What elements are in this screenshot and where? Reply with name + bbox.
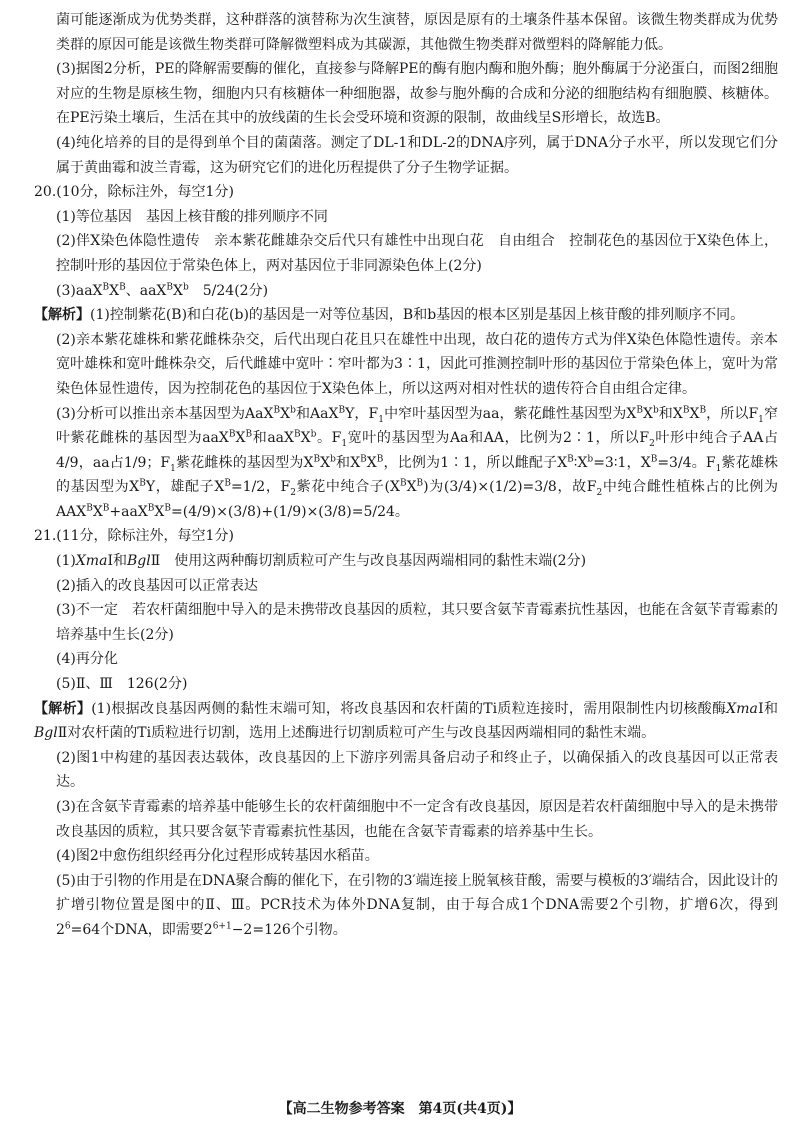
q21-explanation-3: (3)在含氨苄青霉素的培养基中能够生长的农杆菌细胞中不一定含有改良基因，原因是若农杆菌细胞中导入的是未携带改良基因的质粒，其只要含氨苄青霉素抗性基因，也能在含氨苄青霉素的培养基中生长。 [56,799,778,840]
q20-explanation-2: (2)亲本紫花雄株和紫花雌株杂交，后代出现白花且只在雄性中出现，故白花的遗传方式为伴X染色体隐性遗传。亲本宽叶雄株和宽叶雌株杂交，后代雌雄中宽叶∶窄叶都为3∶1，因此可推测控制叶形的基因位于常染色体上，宽叶为常染色体显性遗传，因为控制花色的基因位于X染色体上，所以这两对相对性状的遗传符合自由组合定律。 [56,331,778,397]
jiexi-label: 【解析】 [34,307,90,324]
jiexi-label: 【解析】 [34,700,92,717]
q21-explanation-4: (4)图2中愈伤组织经再分化过程形成转基因水稻苗。 [56,848,379,865]
q21-answer-1: (1)XmaⅠ和BglⅡ 使用这两种酶切割质粒可产生与改良基因两端相同的黏性末端(2分) [56,553,587,570]
page-footer: 【高二生物参考答案 第4页(共4页)】 [278,1101,522,1117]
q20-explanation-1: 【解析】(1)控制紫花(B)和白花(b)的基因是一对等位基因，B和b基因的根本区别是基因上核苷酸的排列顺序不同。 [34,307,745,324]
q20-explanation-3: (3)分析可以推出亲本基因型为$AaX^BX^b$和AaX$^B$Y，$F_1$中窄叶基因型为aa，紫花雌性基因型为$X^BX^b$和$X^BX^B$，所以$F_1$窄叶紫花雌株的基因型为$aaX^BX^B$和$aaX^BX^b$。$F_1$宽叶的基因型为Aa和AA，比例为2∶1，所以$F_2$叶形中纯合子AA占4/9，aa占1/9；$F_1$紫花雌株的基因型为$X^BX^b$和$X^BX^B$，比例为1∶1，所以雌配子$X^B∶X^b=3∶1$，$X^B=3/4$。$F_1$紫花雄株的基因型为$X^BY$，雄配子$X^B=1/2$，$F_2$紫花中纯合子$(X^BX^B)$为(3/4)×(1/2)=3/8，故$F_2$中纯合雌性植株占的比例为$AAX^BX^B+aaX^BX^B=(4/9)\times(3/8)+(1/9)\times(3/8)=5/24$。 [56,404,779,520]
page-content [34,8,778,943]
q19-part3: (3)据图2分析，PE的降解需要酶的催化，直接参与降解PE的酶有胞内酶和胞外酶；胞外酶属于分泌蛋白，而图2细胞对应的生物是原核生物，细胞内只有核糖体一种细胞器，故参与胞外酶的合成和分泌的细胞结构有细胞膜、核糖体。在PE污染土壤后，生活在其中的放线菌的生长会受环境和资源的限制，故曲线呈S形增长，故选B。 [56,61,778,127]
q21-heading: 21.(11分，除标注外，每空1分) [34,528,234,545]
q19-part4: (4)纯化培养的目的是得到单个目的菌菌落。测定了DL-1和DL-2的DNA序列，属于DNA分子水平，所以发现它们分属于黄曲霉和波兰青霉，这为研究它们的进化历程提供了分子生物学证据。 [56,134,778,176]
q20-heading: 20.(10分，除标注外，每空1分) [34,184,234,201]
q20-answer-1: (1)等位基因 基因上核苷酸的排列顺序不同 [56,208,328,225]
q21-answer-3: (3)不一定 若农杆菌细胞中导入的是未携带改良基因的质粒，其只要含氨苄青霉素抗性基因，也能在含氨苄青霉素的培养基中生长(2分) [56,602,778,643]
q21-explanation-1: 【解析】(1)根据改良基因两侧的黏性末端可知，将改良基因和农杆菌的Ti质粒连接时，需用限制性内切核酸酶XmaⅠ和BglⅡ对农杆菌的Ti质粒进行切割，选用上述酶进行切割质粒可产生与改良基因两端相同的黏性末端。 [34,700,778,742]
q20-answer-2: (2)伴X染色体隐性遗传 亲本紫花雌雄杂交后代只有雄性中出现白花 自由组合 控制花色的基因位于X染色体上，控制叶形的基因位于常染色体上，两对基因位于非同源染色体上(2分) [56,233,778,274]
q21-answer-4: (4)再分化 [56,651,118,668]
q21-answer-2: (2)插入的改良基因可以正常表达 [56,577,258,594]
q20-answer-3: $(3)aaX^BX^B$、$aaX^BX^b$ 5/24(2分) [56,281,269,299]
q19-continuation: 菌可能逐渐成为优势类群，这种群落的演替称为次生演替，原因是原有的土壤条件基本保留。该微生物类群成为优势类群的原因可能是该微生物类群可降解微塑料成为其碳源，其他微生物类群对微塑料的降解能力低。 [56,12,778,53]
q21-explanation-2: (2)图1中构建的基因表达载体，改良基因的上下游序列需具备启动子和终止子，以确保插入的改良基因可以正常表达。 [56,749,778,791]
q21-explanation-5: (5)由于引物的作用是在DNA聚合酶的催化下，在引物的3′端连接上脱氧核苷酸，需要与模板的3′端结合，因此设计的扩增引物位置是图中的Ⅱ、Ⅲ。PCR技术为体外DNA复制，由于每合成1个DNA需要2个引物，扩增6次，得到$2^6=64$个DNA，即需要$2^{6+1}-2=126$个引物。 [56,872,778,938]
q21-answer-5: (5)Ⅱ、Ⅲ 126(2分) [56,676,188,693]
